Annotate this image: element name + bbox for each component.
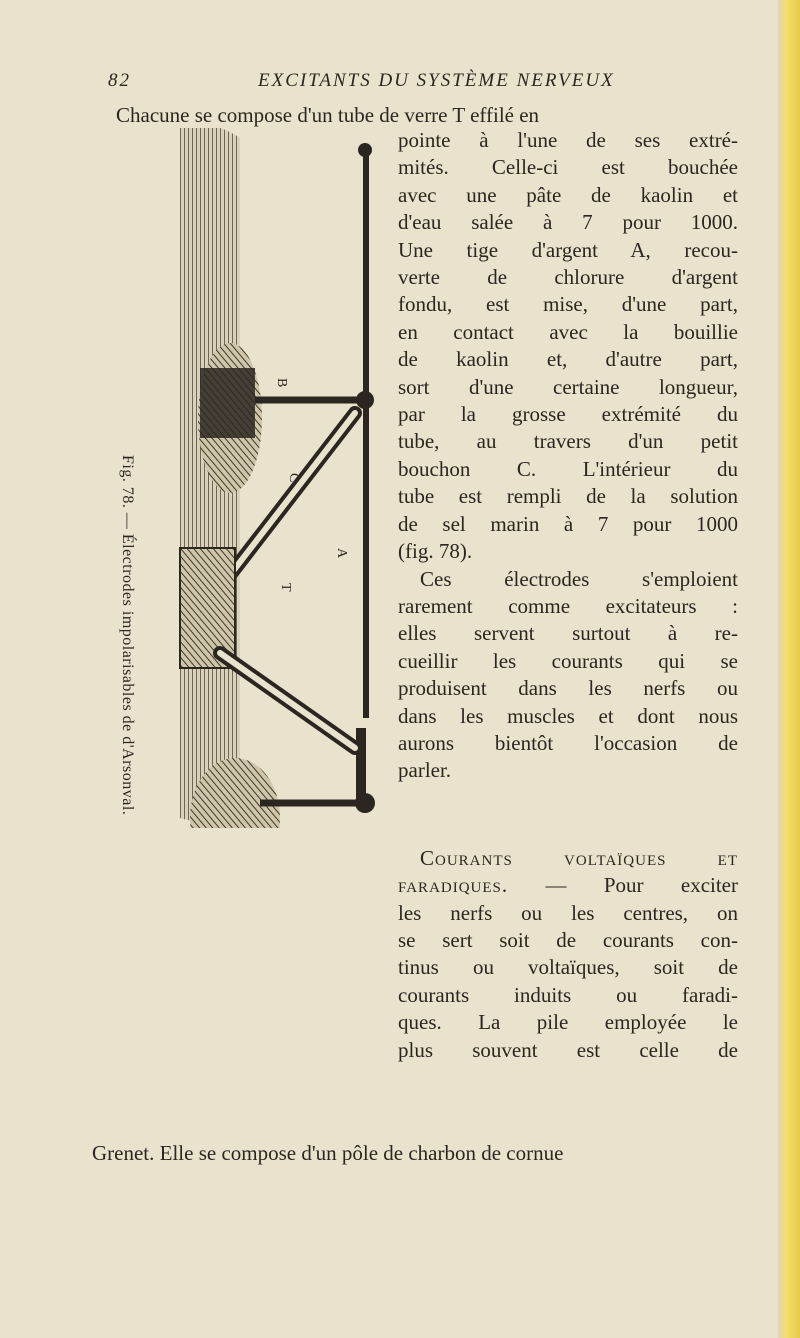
text-line: produisent dans les nerfs ou xyxy=(398,676,738,701)
figure-caption-block xyxy=(116,455,136,816)
text-line: sort d'une certaine longueur, xyxy=(398,374,738,399)
text-fragment: — Pour exciter xyxy=(508,873,738,898)
text-line: rarement comme excitateurs : xyxy=(398,593,738,618)
label-t: T xyxy=(278,583,293,592)
text-line: (fig. 78). xyxy=(398,539,473,564)
running-header xyxy=(108,70,748,94)
figure-caption: Fig. 78. — Électrodes impolarisables de d'Arsonval. xyxy=(119,455,136,816)
text-line: plus souvent est celle de xyxy=(398,1037,738,1062)
page-edge-shadow xyxy=(778,0,800,1338)
text-line: parler. xyxy=(398,758,452,783)
text-line: courants induits ou faradi- xyxy=(398,982,738,1007)
text-line: bouchon C. L'intérieur du xyxy=(398,456,738,481)
section-heading: Courants voltaïques et xyxy=(420,845,738,870)
text-line: cueillir les courants qui se xyxy=(398,648,738,673)
text-line: dans les muscles et dont nous xyxy=(398,703,738,728)
text-line: tube, au travers d'un petit xyxy=(398,429,738,454)
text-line: d'eau salée à 7 pour 1000. xyxy=(398,210,738,235)
text-line: de sel marin à 7 pour 1000 xyxy=(398,511,738,536)
text-line: par la grosse extrémité du xyxy=(398,402,738,427)
text-line: ques. La pile employée le xyxy=(398,1010,738,1035)
paragraph-2 xyxy=(398,566,738,785)
text-line: Ces électrodes s'emploient xyxy=(420,566,738,591)
text-line: avec une pâte de kaolin et xyxy=(398,182,738,207)
text-line: se sert soit de courants con- xyxy=(398,927,738,952)
label-b: B xyxy=(274,378,289,388)
text-column xyxy=(398,127,738,1064)
text-line: aurons bientôt l'occasion de xyxy=(398,730,738,755)
text-line: pointe à l'une de ses extré- xyxy=(398,128,738,152)
text-line: mités. Celle-ci est bouchée xyxy=(398,155,738,180)
text-line: les nerfs ou les centres, on xyxy=(398,900,738,925)
electrode-illustration xyxy=(160,128,405,828)
text-line: en contact avec la bouillie xyxy=(398,319,738,344)
text-line: de kaolin et, d'autre part, xyxy=(398,347,738,372)
label-c: C xyxy=(286,473,301,483)
paragraph-3 xyxy=(398,845,738,1064)
vertical-rod xyxy=(363,148,369,718)
section-heading-cont: faradiques. xyxy=(398,873,509,898)
text-line: elles servent surtout à re- xyxy=(398,621,738,646)
last-text-line: Grenet. Elle se compose d'un pôle de charbon de cornue xyxy=(92,1141,564,1165)
first-text-line: Chacune se compose d'un tube de verre T effilé en xyxy=(116,103,540,127)
text-line: Une tige d'argent A, recou- xyxy=(398,237,738,262)
paragraph-1 xyxy=(398,127,738,566)
text-line xyxy=(398,872,738,899)
text-line: verte de chlorure d'argent xyxy=(398,265,738,290)
text-line: tube est rempli de la solution xyxy=(398,484,738,509)
label-a: A xyxy=(334,548,349,559)
page-number: 82 xyxy=(108,70,131,91)
text-line: tinus ou voltaïques, soit de xyxy=(398,955,738,980)
running-title: EXCITANTS DU SYSTÈME NERVEUX xyxy=(258,70,615,91)
text-line: fondu, est mise, d'une part, xyxy=(398,292,738,317)
